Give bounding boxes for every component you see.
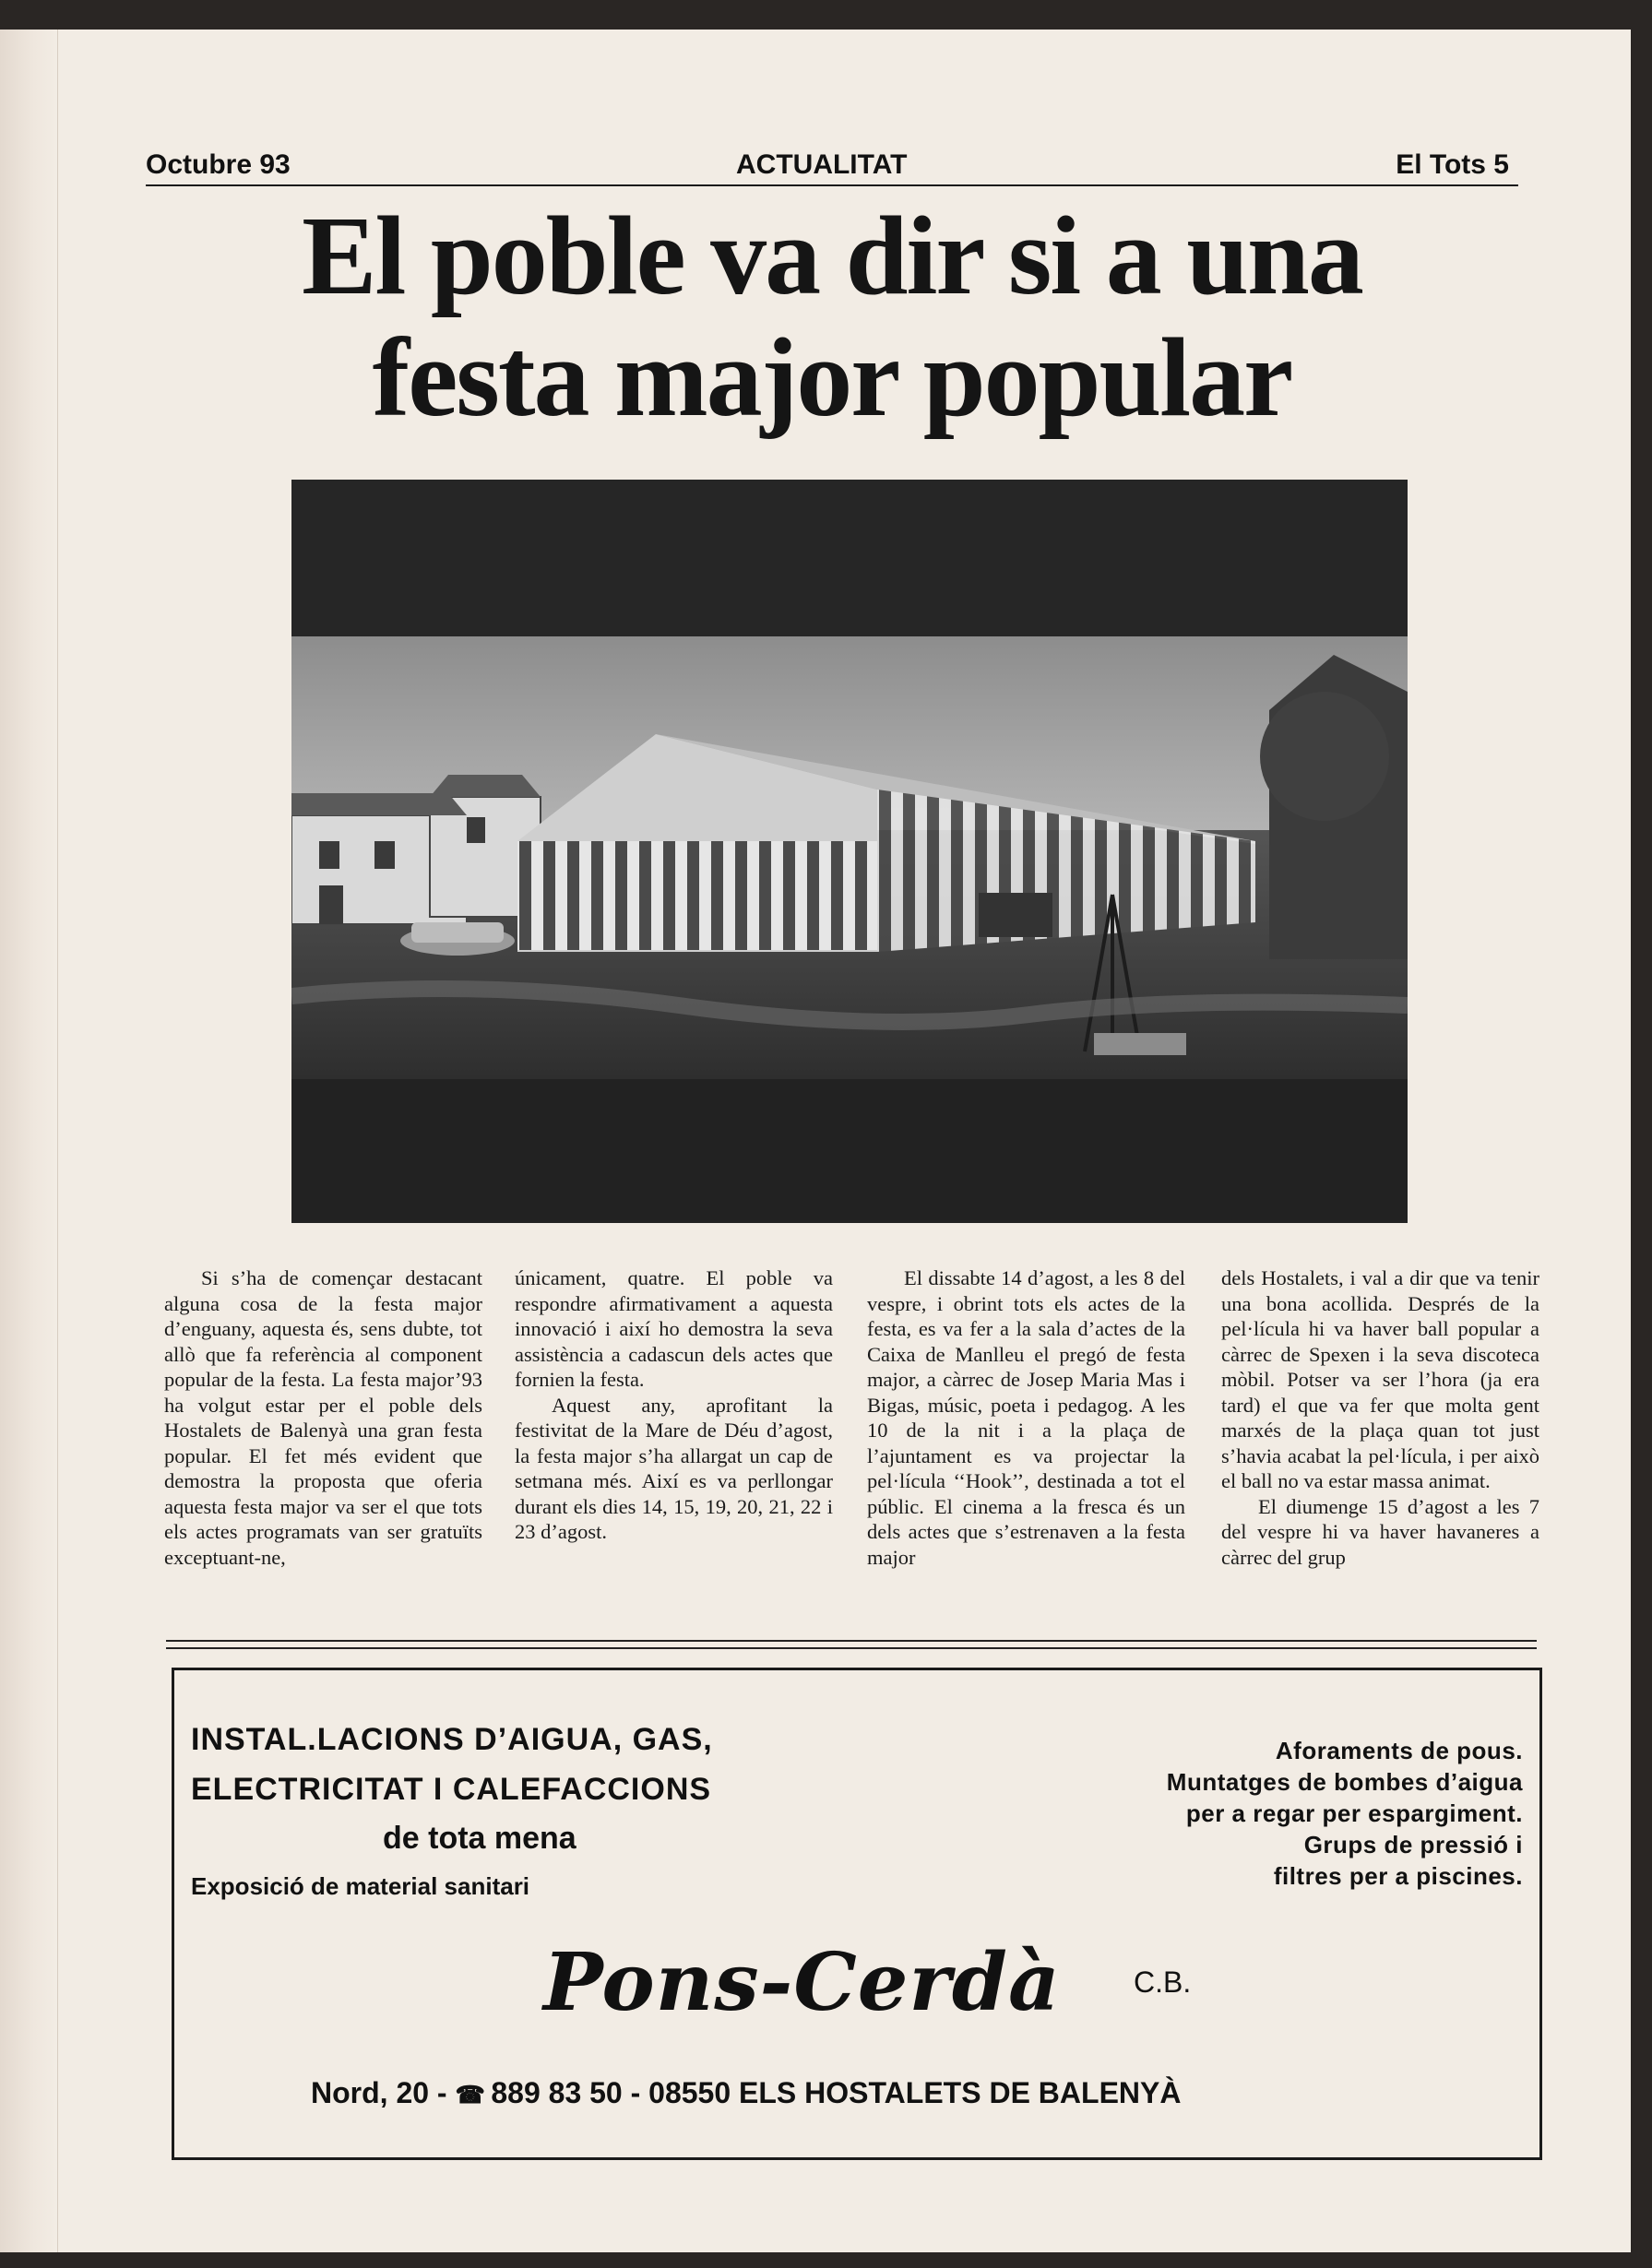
advert-line-4: Exposició de material sanitari [191,1872,530,1900]
column-4-paragraph-2: El diumenge 15 d’agost a les 7 del vespre hi va haver havaneres a càrrec del grup [1221,1494,1539,1569]
advertisement-box [172,1668,1542,2160]
advert-line-2: ELECTRICITAT I CALEFACCIONS [191,1772,712,1807]
column-2-paragraph-2: Aquest any, aprofitant la festivitat de la Mare de Déu d’agost, la festa major s’ha allargat un cap de setmana més. Així es va perllongar durant els dies 14, 15, 19, 20, 21, 22 i 23 d’agost. [515,1393,833,1543]
headline-line-1: El poble va dir si a una [302,194,1362,318]
article-column-4 [1221,1265,1539,1570]
advert-headline-block [191,1715,713,1910]
page-spine [0,30,58,2252]
magazine-page [0,30,1631,2252]
festival-tent-photo [291,480,1408,1223]
telephone-icon: ☎ [455,2081,485,2108]
section-divider [166,1640,1537,1655]
column-2-paragraph-1: únicament, quatre. El poble va respondre afirmativament a aquesta innovació i així ho demostra la seva assistència a cadascun dels actes que fornien la festa. [515,1266,833,1391]
advert-line-1: INSTAL.LACIONS D’AIGUA, GAS, [191,1722,713,1757]
article-column-2 [515,1265,833,1545]
article-headline [146,196,1518,439]
company-suffix: C.B. [1134,1965,1192,1999]
service-item: Aforaments de pous. [1275,1737,1523,1764]
publication-page: El Tots 5 [1396,149,1509,180]
article-body [164,1265,1537,1616]
company-logo: Pons-Cerdà [543,1936,1061,2029]
advert-line-3: de tota mena [383,1821,576,1856]
running-header [146,120,1518,186]
photo-illustration [291,480,1408,1223]
article-column-3 [867,1265,1185,1570]
service-item: per a regar per espargiment. [1185,1799,1523,1827]
service-item: Grups de pressió i [1303,1831,1523,1858]
company-address [311,2076,1181,2110]
section-name: ACTUALITAT [736,149,908,180]
column-1-paragraph-1: Si s’ha de començar destacant alguna cosa de la festa major d’enguany, aquesta és, sens dubte, tot allò que fa referència al component popular de la festa. La festa major’93 ha volgut estar per el poble dels Hostalets de Balenyà una gran festa popular. El fet més evident que demostra la proposta que oferia aquesta festa major va ser el que tots els actes programats van ser gratuïts exceptuant-ne, [164,1266,482,1569]
address-city: - 08550 ELS HOSTALETS DE BALENYÀ [630,2076,1182,2109]
phone-number: 889 83 50 [491,2076,623,2109]
advert-services [1167,1735,1523,1892]
column-3-paragraph-1: El dissabte 14 d’agost, a les 8 del vespre, i obrint tots els actes de la festa, es va fer a la sala d’actes de la Caixa de Manlleu el pregó de festa major, a càrrec de Josep Maria Mas i Bigas, músic, poeta i pedagog. A les 10 de la nit i a la plaça de l’ajuntament es va projectar la pel·lícula ‘‘Hook’’, destinada a tot el públic. El cinema a la fresca és un dels actes que s’estrenaven a la festa major [867,1266,1185,1569]
issue-date: Octubre 93 [146,149,291,180]
article-column-1 [164,1265,482,1570]
service-item: Muntatges de bombes d’aigua [1166,1768,1523,1796]
column-4-paragraph-1: dels Hostalets, i val a dir que va tenir una bona acollida. Després de la pel·lícula hi va haver ball popular a càrrec de Spexen i la seva discoteca mòbil. Potser va ser l’hora (ja era tard) el que va fer que molta gent marxés de la plaça quan tot just s’havia acabat la pel·lícula, i per això el ball no va estar massa animat. [1221,1266,1539,1492]
headline-line-2: festa major popular [372,315,1292,440]
service-item: filtres per a piscines. [1273,1862,1523,1890]
address-street: Nord, 20 - [311,2076,447,2109]
